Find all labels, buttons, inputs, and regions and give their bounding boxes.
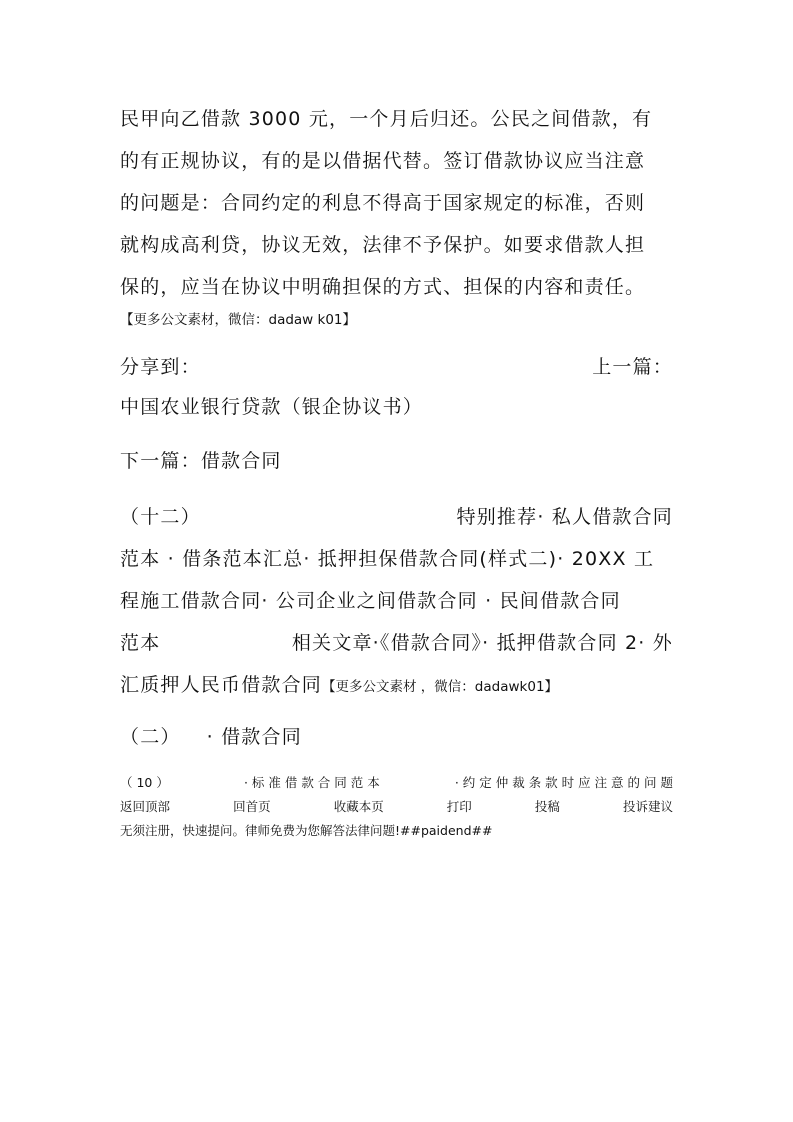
recommend-line-5 [120, 670, 673, 697]
footer-nav [120, 797, 673, 815]
prev-article-title[interactable]: 中国农业银行贷款（银企协议书） [120, 396, 424, 418]
related-10-count: （ 10 ） [120, 775, 169, 790]
recommend-line-3[interactable]: 程施工借款合同· 公司企业之间借款合同 · 民间借款合同 [120, 590, 621, 612]
bookmark-link[interactable]: 收藏本页 [333, 799, 384, 814]
promo-text-2: 【更多公文素材 ，微信：dadawk01】 [322, 679, 559, 695]
paragraph-line-3: 的问题是：合同约定的利息不得高于国家规定的标准，否则 [120, 192, 646, 214]
back-to-top-link[interactable]: 返回顶部 [120, 799, 171, 814]
recommend-line-2[interactable]: 范本 · 借条范本汇总· 抵押担保借款合同(样式二)· 20XX 工 [120, 548, 655, 570]
print-link[interactable]: 打印 [446, 799, 472, 814]
related-10-row [120, 773, 673, 791]
next-article-label: 下一篇： [120, 450, 201, 472]
share-row [120, 352, 673, 379]
notice-text: 无须注册，快速提问。律师免费为您解答法律问题!##paidend## [120, 823, 493, 838]
submit-link[interactable]: 投稿 [534, 799, 560, 814]
recommend-count: （十二） [120, 506, 201, 528]
recommend-line-4-left[interactable]: 范本 [120, 632, 161, 654]
next-article-link[interactable]: 借款合同 [200, 450, 282, 472]
recommend-line-4 [120, 628, 673, 655]
related-10-link[interactable]: · 标 准 借 款 合 同 范 本 [243, 775, 380, 790]
related-10-extra[interactable]: · 约 定 仲 裁 条 款 时 应 注 意 的 问 题 [454, 775, 673, 790]
recommend-heading[interactable]: 特别推荐· 私人借款合同 [456, 506, 673, 528]
prev-article-link[interactable] [120, 392, 673, 419]
related-2-row [120, 722, 673, 749]
related-2-link[interactable]: · 借款合同 [206, 726, 302, 748]
related-2-count: （二） [120, 726, 181, 748]
share-label: 分享到： [120, 356, 201, 378]
recommend-line-5-text[interactable]: 汇质押人民币借款合同 [120, 674, 323, 696]
home-link[interactable]: 回首页 [233, 799, 271, 814]
paragraph-line-1: 民甲向乙借款 3000 元，一个月后归还。公民之间借款，有 [120, 108, 653, 130]
prev-article-label: 上一篇： [592, 356, 673, 378]
paragraph-line-2: 的有正规协议，有的是以借据代替。签订借款协议应当注意 [120, 150, 646, 172]
recommend-header [120, 502, 673, 529]
promo-text-1: 【更多公文素材，微信：dadaw k01】 [120, 312, 357, 328]
paragraph-line-5: 保的，应当在协议中明确担保的方式、担保的内容和责任。 [120, 276, 646, 298]
related-articles-text[interactable]: 相关文章·《借款合同》· 抵押借款合同 2· 外 [291, 632, 673, 654]
complaint-link[interactable]: 投诉建议 [622, 799, 673, 814]
paragraph-line-4: 就构成高利贷，协议无效，法律不予保护。如要求借款人担 [120, 234, 646, 256]
next-article-row [120, 446, 673, 473]
